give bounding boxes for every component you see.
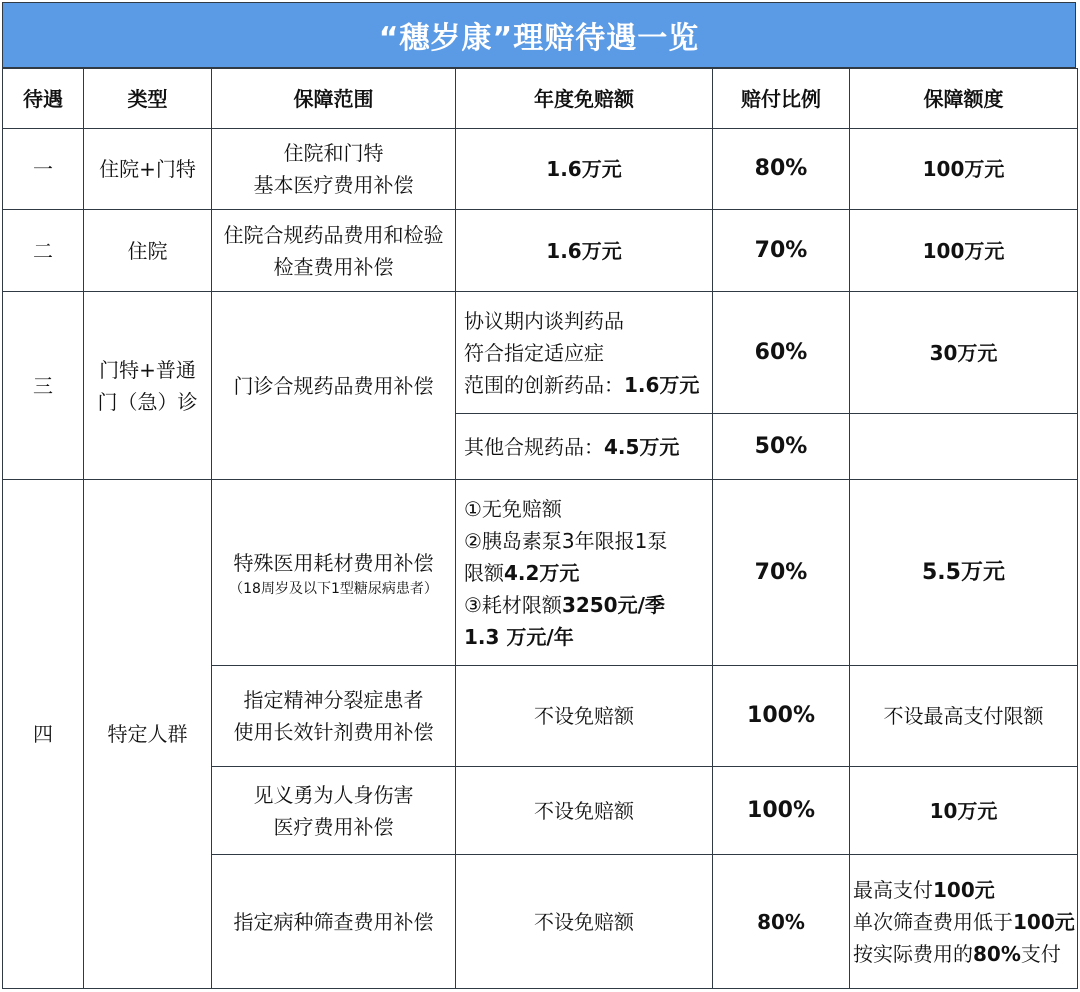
deductible-cell: 不设免赔额 <box>456 767 713 855</box>
limit-cell <box>850 414 1078 480</box>
limit-amount: 80% <box>973 941 1021 966</box>
deductible-cell: 不设免赔额 <box>456 666 713 767</box>
deductible-cell: 1.6万元 <box>456 129 713 210</box>
limit-amount: 100元 <box>1013 909 1075 934</box>
scope-cell <box>212 129 456 210</box>
ratio-cell: 100% <box>713 767 850 855</box>
type-line: 门（急）诊 <box>97 389 198 414</box>
header-limit: 保障额度 <box>850 69 1078 129</box>
page-title: “穗岁康”理赔待遇一览 <box>2 2 1076 68</box>
deductible-line: 1.3 万元/年 <box>464 624 574 649</box>
ratio-cell: 70% <box>713 210 850 292</box>
scope-line: 见义勇为人身伤害 <box>253 782 414 807</box>
deductible-cell <box>456 414 713 480</box>
table-row <box>3 129 1078 210</box>
scope-line: 医疗费用补偿 <box>273 814 394 839</box>
limit-cell: 10万元 <box>850 767 1078 855</box>
limit-text: 单次筛查费用低于 <box>853 909 1013 934</box>
tier-cell: 四 <box>3 480 84 989</box>
benefits-table <box>2 68 1078 989</box>
header-tier: 待遇 <box>3 69 84 129</box>
scope-cell <box>212 480 456 666</box>
header-deductible: 年度免赔额 <box>456 69 713 129</box>
type-cell: 住院 <box>84 210 212 292</box>
ratio-cell: 70% <box>713 480 850 666</box>
ratio-cell: 80% <box>713 855 850 989</box>
scope-line: 特殊医用耗材费用补偿 <box>233 550 434 575</box>
deductible-line: 符合指定适应症 <box>464 340 604 365</box>
limit-cell: 5.5万元 <box>850 480 1078 666</box>
limit-text: 支付 <box>1020 941 1061 966</box>
deductible-text: ③耗材限额 <box>464 592 562 617</box>
scope-line: 使用长效针剂费用补偿 <box>233 720 434 744</box>
table-row <box>3 480 1078 666</box>
limit-text: 按实际费用的 <box>853 941 973 966</box>
deductible-line <box>464 369 706 401</box>
scope-cell: 门诊合规药品费用补偿 <box>212 292 456 480</box>
tier-cell: 二 <box>3 210 84 292</box>
scope-line: 指定精神分裂症患者 <box>243 688 424 712</box>
limit-line <box>853 874 1075 906</box>
table-row <box>3 292 1078 414</box>
deductible-cell <box>456 480 713 666</box>
type-cell: 住院+门特 <box>84 129 212 210</box>
limit-cell <box>850 855 1078 989</box>
type-cell <box>84 292 212 480</box>
deductible-cell: 不设免赔额 <box>456 855 713 989</box>
scope-cell <box>212 767 456 855</box>
scope-line: 住院和门特 <box>283 141 384 165</box>
ratio-cell: 80% <box>713 129 850 210</box>
limit-cell: 不设最高支付限额 <box>850 666 1078 767</box>
type-cell: 特定人群 <box>84 480 212 989</box>
ratio-cell: 60% <box>713 292 850 414</box>
deductible-cell: 1.6万元 <box>456 210 713 292</box>
deductible-line <box>464 589 706 621</box>
deductible-line: ②胰岛素泵3年限报1泵 <box>464 528 668 553</box>
table-row <box>3 210 1078 292</box>
limit-cell: 30万元 <box>850 292 1078 414</box>
scope-cell <box>212 210 456 292</box>
type-line: 门特+普通 <box>99 357 196 382</box>
header-ratio: 赔付比例 <box>713 69 850 129</box>
limit-amount: 100元 <box>933 877 995 902</box>
deductible-amount: 4.5万元 <box>604 434 680 459</box>
limit-cell: 100万元 <box>850 129 1078 210</box>
deductible-text: 其他合规药品： <box>464 434 604 459</box>
scope-line: 基本医疗费用补偿 <box>253 173 414 197</box>
header-scope: 保障范围 <box>212 69 456 129</box>
deductible-text: 限额 <box>464 560 504 585</box>
deductible-line <box>464 557 706 589</box>
header-type: 类型 <box>84 69 212 129</box>
deductible-line: ①无免赔额 <box>464 496 562 521</box>
scope-cell: 指定病种筛查费用补偿 <box>212 855 456 989</box>
limit-cell: 100万元 <box>850 210 1078 292</box>
deductible-amount: 1.6万元 <box>624 372 700 397</box>
scope-line: 住院合规药品费用和检验 <box>223 222 444 247</box>
limit-line <box>853 906 1075 938</box>
scope-line: 检查费用补偿 <box>273 254 394 279</box>
header-row <box>3 69 1078 129</box>
limit-line <box>853 938 1075 970</box>
tier-cell: 一 <box>3 129 84 210</box>
deductible-cell <box>456 292 713 414</box>
deductible-text: 范围的创新药品： <box>464 372 624 397</box>
tier-cell: 三 <box>3 292 84 480</box>
deductible-amount: 3250元/季 <box>561 592 665 617</box>
scope-note: （18周岁及以下1型糖尿病患者） <box>229 580 438 597</box>
ratio-cell: 100% <box>713 666 850 767</box>
limit-text: 最高支付 <box>853 877 933 902</box>
scope-cell <box>212 666 456 767</box>
ratio-cell: 50% <box>713 414 850 480</box>
deductible-line: 协议期内谈判药品 <box>464 308 624 333</box>
deductible-amount: 4.2万元 <box>504 560 580 585</box>
